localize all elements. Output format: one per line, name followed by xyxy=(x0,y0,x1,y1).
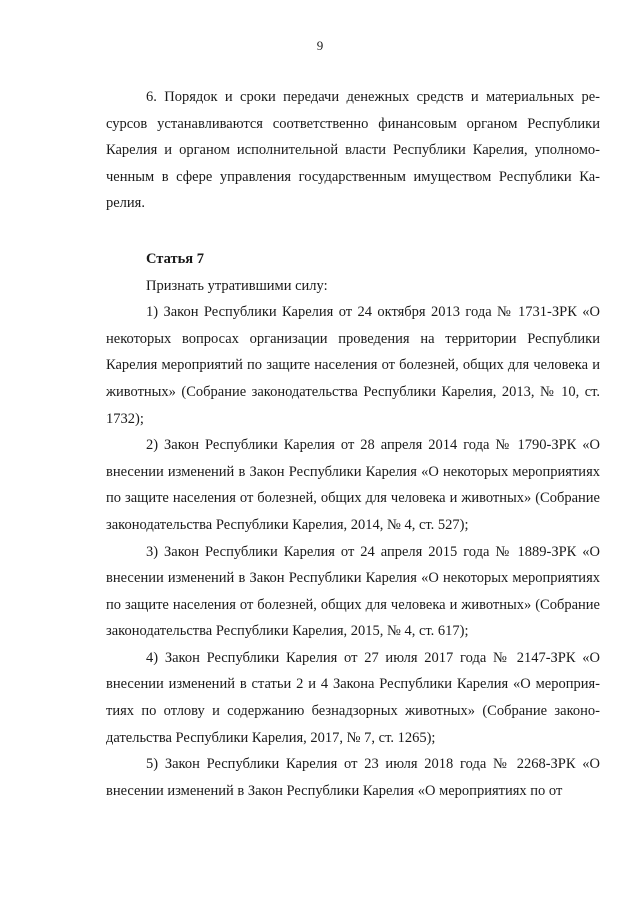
article-item-4: 4) Закон Республики Карелия от 27 июля 2017 года № 2147-ЗРК «О внесении изменений в статьи 2 и 4 Закона Республики Карелия «О мероприятиях по отлову и содержанию безнадзорных животных» (Собрание законодательства Республики Карелия, 2017, № 7, ст. 1265); xyxy=(106,649,600,746)
article-intro: Признать утратившими силу: xyxy=(146,277,328,294)
paragraph-6: 6. Порядок и сроки передачи денежных средств и материальных ресурсов устанавливаются соответственно финансовым органом Республики Карелия и органом исполнительной власти Республики Карелия, уполномоченным в сфере управления государственным имуществом Республики Карелия. xyxy=(106,89,600,212)
article-item-2: 2) Закон Республики Карелия от 28 апреля 2014 года № 1790-ЗРК «О внесении изменений в Закон Республики Карелия «О некоторых мероприятиях по защите населения от болезней, общих для человека и животных» (Собрание законодательства Республики Карелия, 2014, № 4, ст. 527); xyxy=(106,437,600,533)
page-number: 9 xyxy=(316,38,324,53)
article-item-3: 3) Закон Республики Карелия от 24 апреля 2015 года № 1889-ЗРК «О внесении изменений в Закон Республики Карелия «О некоторых мероприятиях по защите населения от болезней, общих для человека и животных» (Собрание законодательства Республики Карелия, 2015, № 4, ст. 617); xyxy=(106,543,600,640)
section-spacer xyxy=(106,217,600,246)
article-item-1: 1) Закон Республики Карелия от 24 октября 2013 года № 1731-ЗРК «О некоторых вопросах организации проведения на территории Республики Карелия мероприятий по защите населения от болезней, общих для человека и животных» (Собрание законодательства Республики Карелия, 2013, № 10, ст. 1732); xyxy=(106,304,600,427)
article-item-5: 5) Закон Республики Карелия от 23 июля 2018 года № 2268-ЗРК «О внесении изменений в Закон Республики Карелия «О мероприятиях по от xyxy=(106,756,600,799)
page-content xyxy=(106,84,600,804)
article-heading: Статья 7 xyxy=(146,250,204,267)
